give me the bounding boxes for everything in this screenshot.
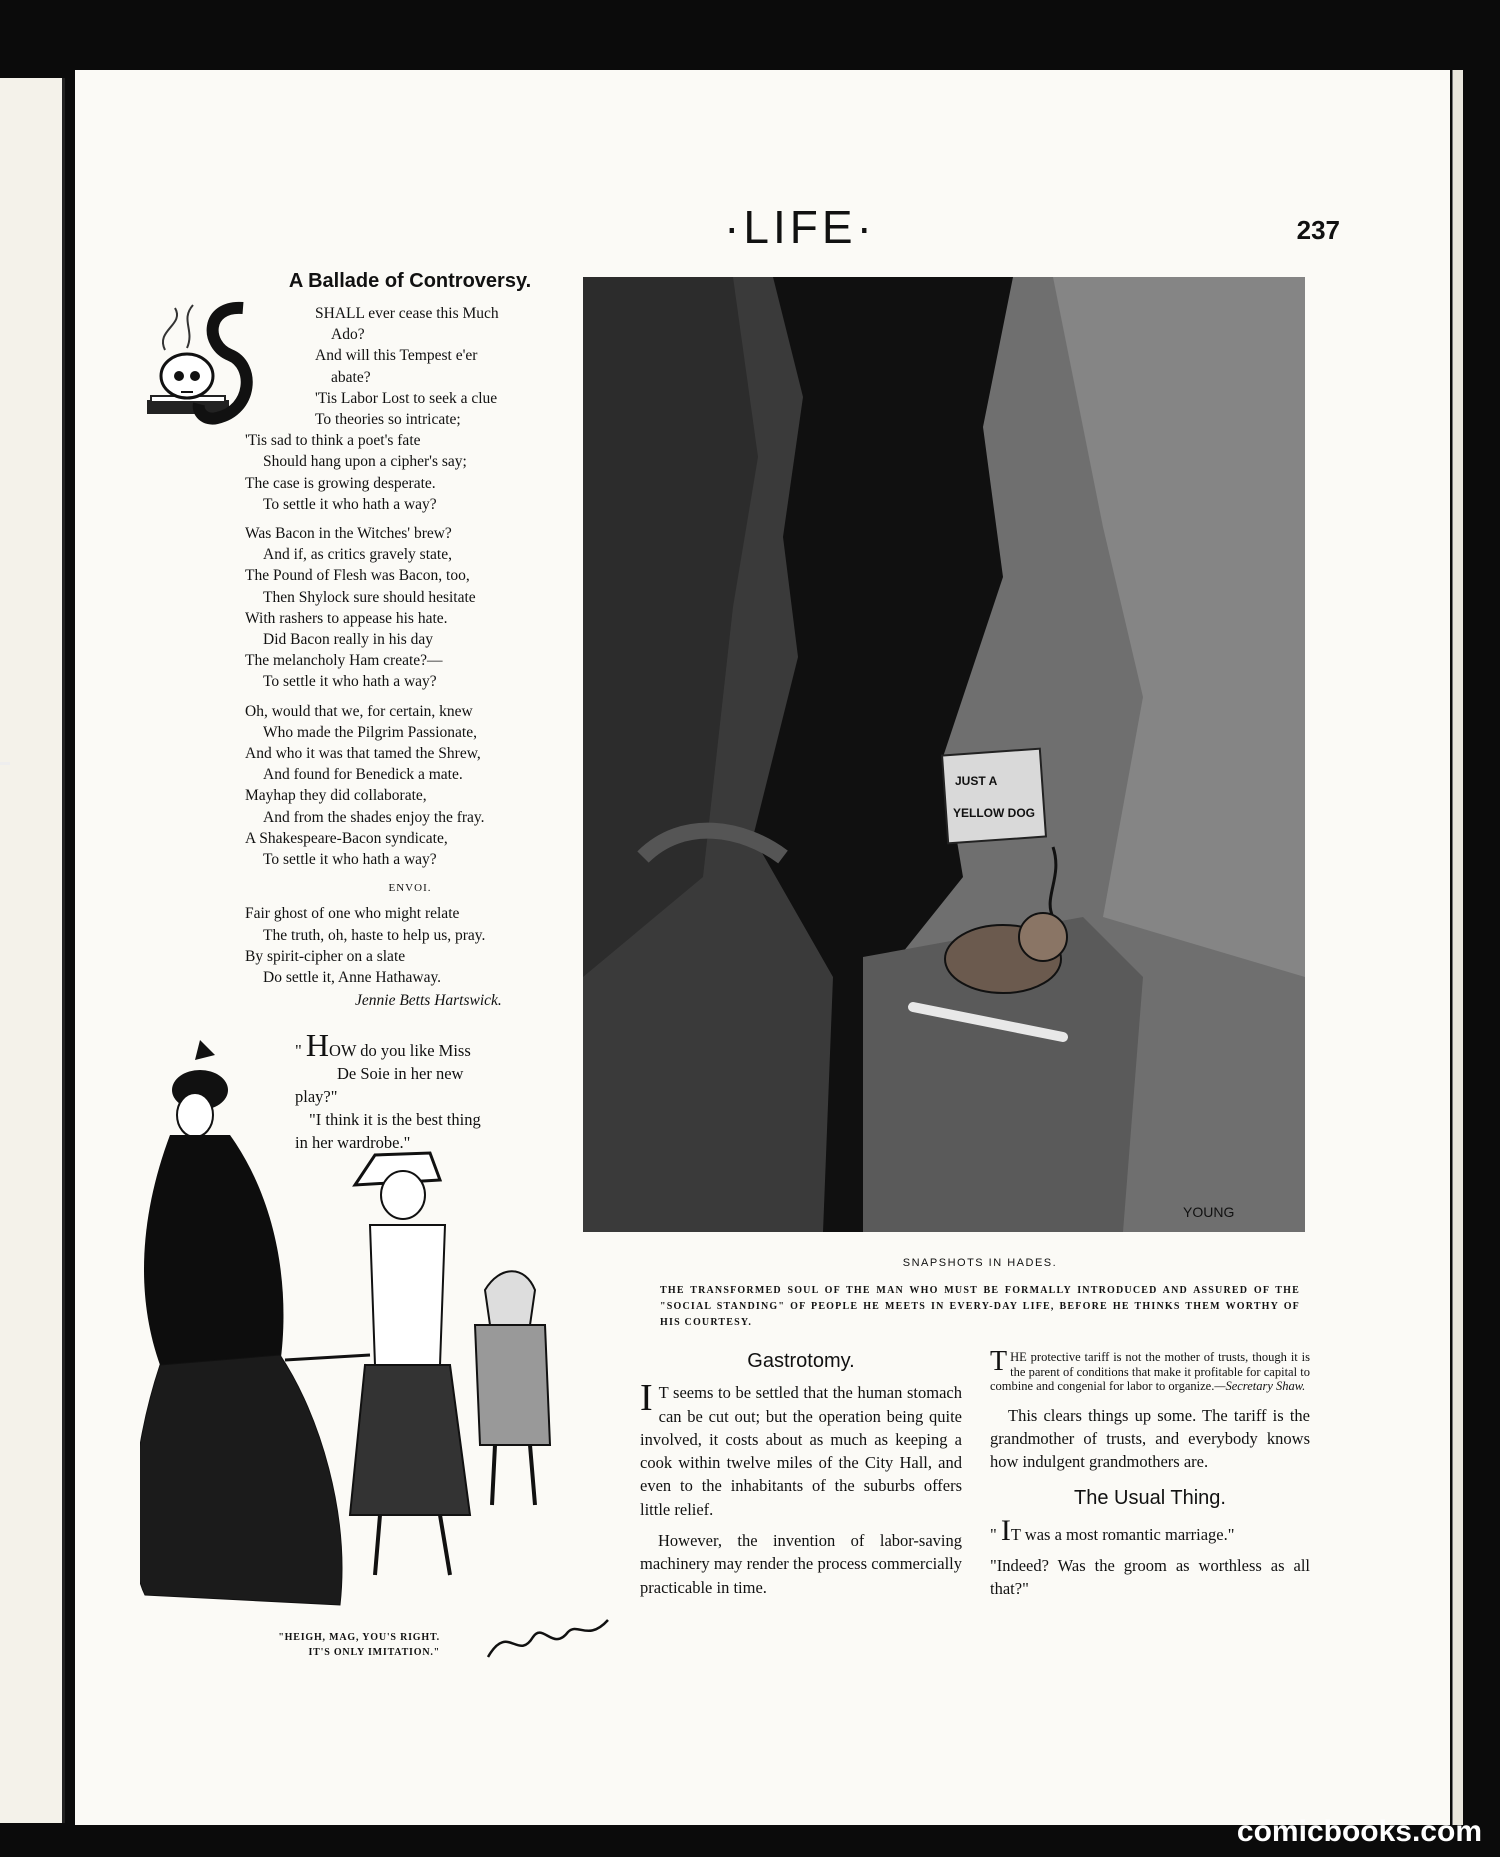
sign-board <box>942 749 1046 844</box>
dialog-line: De Soie in her new <box>337 1064 464 1083</box>
poem-line: By spirit-cipher on a slate <box>245 947 406 965</box>
caption-title: SNAPSHOTS IN HADES. <box>902 1257 1058 1269</box>
dialog-line: " HOW do you like Miss <box>295 1027 471 1063</box>
sketch-signature <box>478 1612 618 1672</box>
sign-text-2: YELLOW DOG <box>953 806 1035 820</box>
poem-line: And found for Benedick a mate. <box>263 766 463 784</box>
envoi-heading: ENVOI. <box>388 882 432 895</box>
drop-cap: I <box>1000 1513 1011 1547</box>
poem-line: The melancholy Ham create?— <box>245 652 443 670</box>
sketch-illustration <box>140 1027 640 1615</box>
left-page-edge <box>0 78 65 1823</box>
dialog-line: in her wardrobe." <box>295 1133 411 1152</box>
usual-thing-p1: " IT was a most romantic marriage." <box>990 1513 1235 1547</box>
sign-text-1: JUST A <box>955 774 998 788</box>
poem-line: And if, as critics gravely state, <box>263 546 452 564</box>
tariff-paragraph: This clears things up some. The tariff is the grandmother of trusts, and everybody knows how indulgent grandmothers are. <box>990 1405 1310 1472</box>
drop-cap: T <box>990 1346 1008 1377</box>
usual-thing-p2: "Indeed? Was the groom as worthless as all that?" <box>990 1555 1310 1599</box>
dialog-line: play?" <box>295 1087 338 1106</box>
margin-mark <box>0 762 10 765</box>
poem-line: 'Tis sad to think a poet's fate <box>245 432 421 450</box>
poem-line: The case is growing desperate. <box>245 474 436 492</box>
ballade-poem <box>245 303 575 1012</box>
poem-line: The truth, oh, haste to help us, pray. <box>263 926 486 944</box>
illustration-caption <box>660 1257 1300 1331</box>
dialog-line: "I think it is the best thing <box>309 1110 481 1129</box>
drop-cap: H <box>305 1027 329 1063</box>
poem-line: Ado? <box>331 326 365 344</box>
artist-signature: YOUNG <box>1183 1204 1235 1220</box>
poem-line: Did Bacon really in his day <box>263 631 434 649</box>
poem-line: And from the shades enjoy the fray. <box>263 808 485 826</box>
gastrotomy-title: Gastrotomy. <box>747 1350 855 1372</box>
stanza-2 <box>245 523 575 693</box>
poem-line: Then Shylock sure should hesitate <box>263 588 476 606</box>
quote-text: HE protective tariff is not the mother of trusts, though it is the parent of conditions that make it profitable for capital to combine and congenial for labor to organize. <box>990 1350 1310 1393</box>
poem-line: To settle it who hath a way? <box>263 673 437 691</box>
poem-line: Fair ghost of one who might relate <box>245 905 460 923</box>
gastrotomy-p2: However, the invention of labor-saving machinery may render the process commercially practicable in time. <box>640 1531 962 1597</box>
poem-line: Who made the Pilgrim Passionate, <box>263 723 477 741</box>
watermark: comicbooks.com <box>1236 1815 1482 1848</box>
poem-line: And who it was that tamed the Shrew, <box>245 745 481 763</box>
poem-author: Jennie Betts Hartswick. <box>355 992 502 1010</box>
sketch-caption <box>225 1630 440 1660</box>
stanza-3 <box>245 701 575 871</box>
sketch-caption-line: IT'S ONLY IMITATION." <box>308 1647 440 1658</box>
poem-line: A Shakespeare-Bacon syndicate, <box>245 829 448 847</box>
sketch-caption-line: "HEIGH, MAG, YOU'S RIGHT. <box>278 1632 440 1643</box>
usual-thing-title: The Usual Thing. <box>1074 1487 1226 1510</box>
ballade-column <box>245 270 575 1012</box>
paragraph-text: T seems to be settled that the human stomach can be cut out; but the operation being quite involved, it costs about as much as keeping a cook within twelve miles of the City Hall, and even to the inhabitants of the suburbs offers little relief. <box>640 1383 962 1519</box>
quote-attribution: —Secretary Shaw. <box>1214 1379 1306 1393</box>
poem-line: To settle it who hath a way? <box>263 851 437 869</box>
poem-line: SHALL ever cease this Much <box>315 305 499 322</box>
right-column <box>990 1346 1310 1609</box>
ballade-title: A Ballade of Controversy. <box>288 270 532 292</box>
poem-line: Do settle it, Anne Hathaway. <box>263 969 442 987</box>
dialog-text: OW do you like Miss <box>328 1041 471 1060</box>
page-number: 237 <box>1296 215 1340 245</box>
poem-line: With rashers to appease his hate. <box>245 609 448 627</box>
paragraph-text: T was a most romantic marriage." <box>1010 1524 1235 1544</box>
drop-cap: I <box>640 1377 653 1420</box>
envoi <box>245 903 575 988</box>
poem-line: Oh, would that we, for certain, knew <box>245 702 473 720</box>
poem-line: 'Tis Labor Lost to seek a clue <box>315 389 498 407</box>
poem-line: The Pound of Flesh was Bacon, too, <box>245 567 470 585</box>
poem-line: To theories so intricate; <box>315 411 461 429</box>
tariff-quote <box>990 1346 1310 1394</box>
poem-line: Was Bacon in the Witches' brew? <box>245 525 452 543</box>
stanza-1 <box>245 303 575 515</box>
gastrotomy-p1 <box>640 1377 962 1521</box>
magazine-title: ·LIFE· <box>724 201 876 253</box>
poem-line: Should hang upon a cipher's say; <box>263 453 467 471</box>
gastrotomy-article <box>640 1350 962 1607</box>
hades-illustration <box>583 277 1305 1232</box>
page-right-edge <box>1452 70 1463 1825</box>
poem-line: abate? <box>331 368 371 386</box>
poem-line: To settle it who hath a way? <box>263 495 437 513</box>
poem-line: And will this Tempest e'er <box>315 347 478 365</box>
poem-line: Mayhap they did collaborate, <box>245 787 427 805</box>
caption-text: THE TRANSFORMED SOUL OF THE MAN WHO MUST BE FORMALLY INTRODUCED AND ASSURED OF THE "SOCIAL STANDING" OF PEOPLE HE MEETS IN EVERY-DAY LIFE, BEFORE HE THINKS THEM WORTHY OF HIS COURTESY. <box>660 1285 1300 1328</box>
